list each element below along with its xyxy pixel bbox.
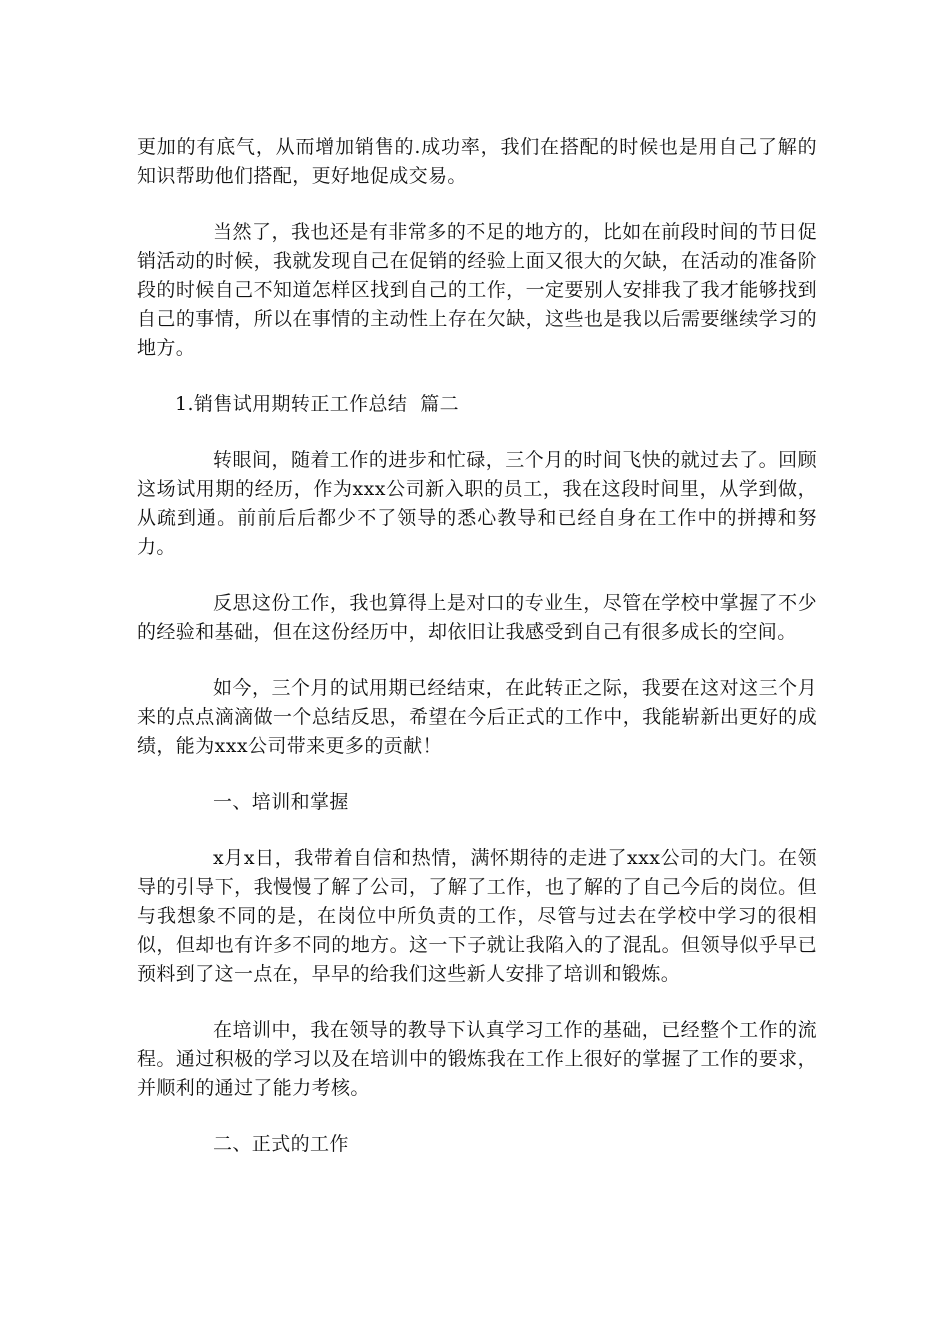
- paragraph-training-result: 在培训中，我在领导的教导下认真学习工作的基础，已经整个工作的流程。通过积极的学习以及在培训中的锻炼我在工作上很好的掌握了工作的要求，并顺利的通过了能力考核。: [137, 1019, 817, 1099]
- paragraph-reflection: 反思这份工作，我也算得上是对口的专业生，尽管在学校中掌握了不少的经验和基础，但在这份经历中，却依旧让我感受到自己有很多成长的空间。: [137, 592, 817, 643]
- paragraph-continuation: 更加的有底气，从而增加销售的.成功率，我们在搭配的时候也是用自己了解的知识帮助他们搭配，更好地促成交易。: [137, 136, 817, 187]
- section-title-part-two: 1.销售试用期转正工作总结 篇二: [175, 393, 460, 415]
- heading-training: 一、培训和掌握: [213, 791, 349, 813]
- paragraph-first-day: x月x日，我带着自信和热情，满怀期待的走进了xxx公司的大门。在领导的引导下，我慢慢了解了公司，了解了工作，也了解的了自己今后的岗位。但与我想象不同的是，在岗位中所负责的工作，尽管与过去在学校中学习的很相似，但却也有许多不同的地方。这一下子就让我陷入的了混乱。但领导似乎早已预料到了这一点在，早早的给我们这些新人安排了培训和锻炼。: [137, 847, 817, 985]
- paragraph-summary-intent: 如今，三个月的试用期已经结束，在此转正之际，我要在这对这三个月来的点点滴滴做一个总结反思，希望在今后正式的工作中，我能崭新出更好的成绩，能为xxx公司带来更多的贡献！: [137, 677, 817, 757]
- document-body: [137, 133, 817, 1186]
- paragraph-review: 转眼间，随着工作的进步和忙碌，三个月的时间飞快的就过去了。回顾这场试用期的经历，作为xxx公司新入职的员工，我在这段时间里，从学到做，从疏到通。前前后后都少不了领导的悉心教导和已经自身在工作中的拼搏和努力。: [137, 449, 817, 558]
- heading-formal-work: 二、正式的工作: [213, 1133, 349, 1155]
- paragraph-shortcomings: 当然了，我也还是有非常多的不足的地方的，比如在前段时间的节日促销活动的时候，我就发现自己在促销的经验上面又很大的欠缺，在活动的准备阶段的时候自己不知道怎样区找到自己的工作，一定要别人安排我了我才能够找到自己的事情，所以在事情的主动性上存在欠缺，这些也是我以后需要继续学习的地方。: [137, 221, 817, 359]
